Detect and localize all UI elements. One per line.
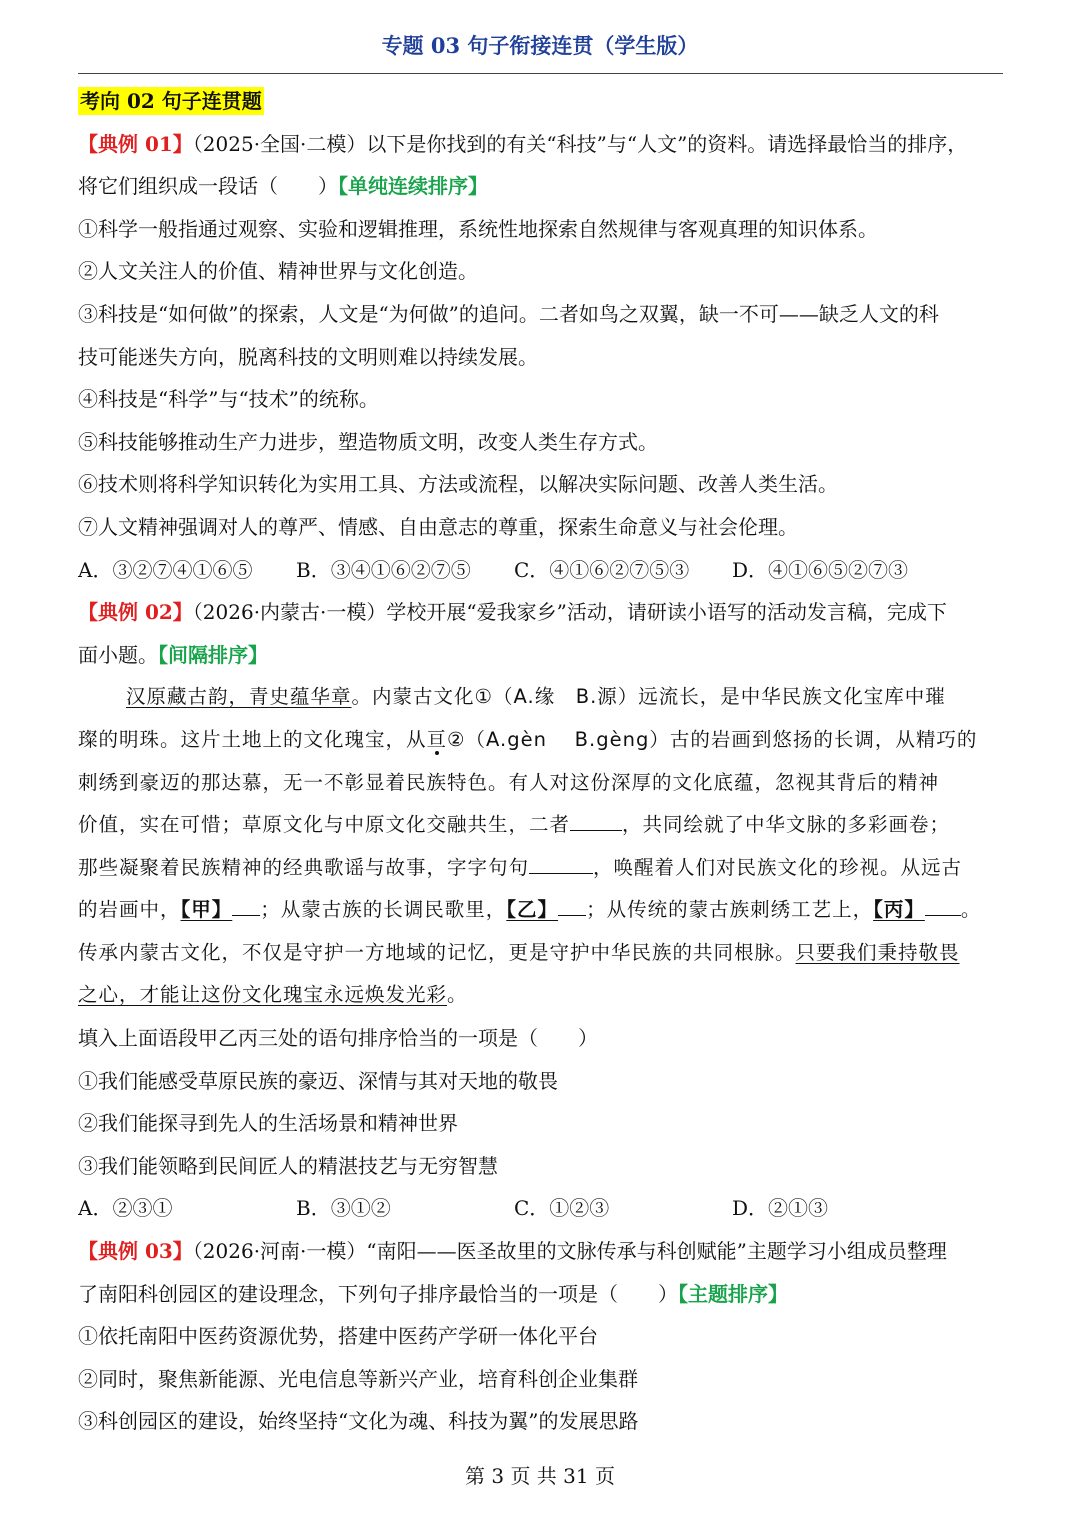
passage-text: 传承内蒙古文化，不仅是守护一方地域的记忆，更是守护中华民族的共同根脉。 bbox=[78, 940, 796, 964]
ex2-question: 填入上面语段甲乙丙三处的语句排序恰当的一项是（ ） bbox=[78, 1026, 598, 1051]
passage-text: 那些凝聚着民族精神的经典歌谣与故事，字字句句 bbox=[78, 855, 530, 879]
ex3-item: ③科创园区的建设，始终坚持“文化为魂、科技为翼”的发展思路 bbox=[78, 1409, 639, 1434]
ex2-intro-text-2: 面小题。 bbox=[78, 642, 158, 667]
passage-text: ；从传统的蒙古族刺绣工艺上， bbox=[586, 898, 874, 922]
passage-text: 的岩画中， bbox=[78, 898, 181, 922]
passage-text: ②（A.gèn B.gèng）古的岩画到悠扬的长调，从精巧的 bbox=[447, 727, 978, 751]
ex1-type: 【单纯连续排序】 bbox=[338, 174, 488, 199]
ex3-intro-text: （2026·河南·一模）“南阳——医圣故里的文脉传承与科创赋能”主题学习小组成员整理 bbox=[192, 1239, 947, 1264]
ex2-item: ②我们能探寻到先人的生活场景和精神世界 bbox=[78, 1111, 458, 1136]
page-number: 第 3 页 共 31 页 bbox=[465, 1464, 615, 1488]
ex2-passage bbox=[78, 676, 1003, 1017]
passage-line bbox=[78, 719, 1003, 762]
ex1-item: 技可能迷失方向，脱离科技的文明则难以持续发展。 bbox=[78, 344, 538, 369]
ex2-item: ③我们能领略到民间匠人的精湛技艺与无穷智慧 bbox=[78, 1153, 498, 1178]
fill-blank[interactable] bbox=[232, 893, 260, 916]
option-b[interactable]: B．③①② bbox=[296, 1196, 391, 1221]
ex3-item: ②同时，聚焦新能源、光电信息等新兴产业，培育科创企业集群 bbox=[78, 1366, 638, 1391]
option-d[interactable]: D．②①③ bbox=[732, 1196, 829, 1221]
ex1-item: ⑥技术则将科学知识转化为实用工具、方法或流程，以解决实际问题、改善人类生活。 bbox=[78, 472, 838, 497]
ex3-intro-text-2: 了南阳科创园区的建设理念，下列句子排序最恰当的一项是（ ） bbox=[78, 1281, 678, 1306]
page-content bbox=[78, 80, 1003, 1443]
ex1-intro-2 bbox=[78, 165, 1003, 208]
passage-text: 。 bbox=[447, 983, 468, 1007]
ex3-intro bbox=[78, 1230, 1003, 1273]
blank-jia[interactable]: 【甲】 bbox=[180, 898, 233, 922]
ex1-item: ②人文关注人的价值、精神世界与文化创造。 bbox=[78, 259, 478, 284]
passage-underlined-opening: 汉原藏古韵，青史蕴华章 bbox=[126, 685, 352, 709]
ex3-intro-2 bbox=[78, 1273, 1003, 1316]
option-c[interactable]: C．④①⑥②⑦⑤③ bbox=[514, 557, 690, 582]
option-c[interactable]: C．①②③ bbox=[514, 1196, 610, 1221]
ex2-options bbox=[78, 1187, 1003, 1230]
passage-line bbox=[78, 804, 1003, 847]
passage-text: 价值，实在可惜；草原文化与中原文化交融共生，二者 bbox=[78, 813, 571, 837]
ex1-options bbox=[78, 549, 1003, 592]
passage-text: 刺绣到豪迈的那达慕，无一不彰显着民族特色。有人对这份深厚的文化底蕴，忽视其背后的精神 bbox=[78, 770, 940, 794]
ex3-item: ①依托南阳中医药资源优势，搭建中医药产学研一体化平台 bbox=[78, 1324, 598, 1349]
section-title-line bbox=[78, 80, 1003, 123]
passage-text: ；从蒙古族的长调民歌里， bbox=[260, 898, 507, 922]
passage-line bbox=[78, 762, 1003, 805]
passage-line bbox=[78, 889, 1003, 932]
section-title: 考向 02 句子连贯题 bbox=[80, 89, 262, 113]
blank-yi[interactable]: 【乙】 bbox=[506, 898, 559, 922]
header-rule bbox=[78, 73, 1003, 74]
passage-line bbox=[78, 932, 1003, 975]
option-b[interactable]: B．③④①⑥②⑦⑤ bbox=[296, 557, 471, 582]
passage-text: 。内蒙古文化①（A.缘 B.源）远流长，是中华民族文化宝库中璀 bbox=[351, 685, 946, 709]
fill-blank[interactable] bbox=[570, 808, 622, 831]
option-a[interactable]: A．②③① bbox=[78, 1196, 173, 1221]
dotted-character: 亘 bbox=[426, 727, 448, 751]
underlined-sentence: 只要我们秉持敬畏 bbox=[795, 940, 960, 964]
ex2-intro-text: （2026·内蒙古·一模）学校开展“爱我家乡”活动，请研读小语写的活动发言稿，完成下 bbox=[192, 600, 947, 625]
ex1-item: ①科学一般指通过观察、实验和逻辑推理，系统性地探索自然规律与客观真理的知识体系。 bbox=[78, 216, 878, 241]
ex2-type: 【间隔排序】 bbox=[158, 642, 268, 667]
fill-blank[interactable] bbox=[558, 893, 586, 916]
ex1-intro-text-2: 将它们组织成一段话（ ） bbox=[78, 174, 338, 199]
blank-bing[interactable]: 【丙】 bbox=[873, 898, 925, 922]
passage-line bbox=[78, 676, 1003, 719]
document-title: 专题 03 句子衔接连贯（学生版） bbox=[381, 33, 699, 58]
ex1-item: ⑤科技能够推动生产力进步，塑造物质文明，改变人类生存方式。 bbox=[78, 429, 658, 454]
fill-blank[interactable] bbox=[529, 851, 593, 874]
passage-text: 。 bbox=[960, 898, 982, 922]
passage-line bbox=[78, 974, 1003, 1017]
passage-text: ，共同绘就了中华文脉的多彩画卷； bbox=[622, 813, 951, 837]
ex1-item: ④科技是“科学”与“技术”的统称。 bbox=[78, 387, 379, 412]
passage-line bbox=[78, 847, 1003, 890]
ex1-intro-text: （2025·全国·二模）以下是你找到的有关“科技”与“人文”的资料。请选择最恰当的排序， bbox=[192, 131, 968, 156]
ex1-intro bbox=[78, 123, 1003, 166]
passage-text: 璨的明珠。这片土地上的文化瑰宝，从 bbox=[78, 727, 427, 751]
passage-text: ，唤醒着人们对民族文化的珍视。从远古 bbox=[593, 855, 963, 879]
ex3-tag: 【典例 03】 bbox=[78, 1239, 193, 1264]
ex2-intro-2 bbox=[78, 634, 1003, 677]
ex2-item: ①我们能感受草原民族的豪迈、深情与其对天地的敬畏 bbox=[78, 1068, 558, 1093]
ex2-intro bbox=[78, 591, 1003, 634]
underlined-sentence: 之心，才能让这份文化瑰宝永远焕发光彩 bbox=[78, 983, 448, 1007]
option-a[interactable]: A．③②⑦④①⑥⑤ bbox=[78, 557, 253, 582]
ex1-tag: 【典例 01】 bbox=[78, 131, 193, 156]
ex3-type: 【主题排序】 bbox=[678, 1281, 788, 1306]
ex2-tag: 【典例 02】 bbox=[78, 600, 193, 625]
fill-blank[interactable] bbox=[925, 893, 961, 916]
ex1-item: ③科技是“如何做”的探索，人文是“为何做”的追问。二者如鸟之双翼，缺一不可——缺乏人文的科 bbox=[78, 301, 939, 326]
ex1-item: ⑦人文精神强调对人的尊严、情感、自由意志的尊重，探索生命意义与社会伦理。 bbox=[78, 514, 798, 539]
option-d[interactable]: D．④①⑥⑤②⑦③ bbox=[732, 557, 909, 582]
